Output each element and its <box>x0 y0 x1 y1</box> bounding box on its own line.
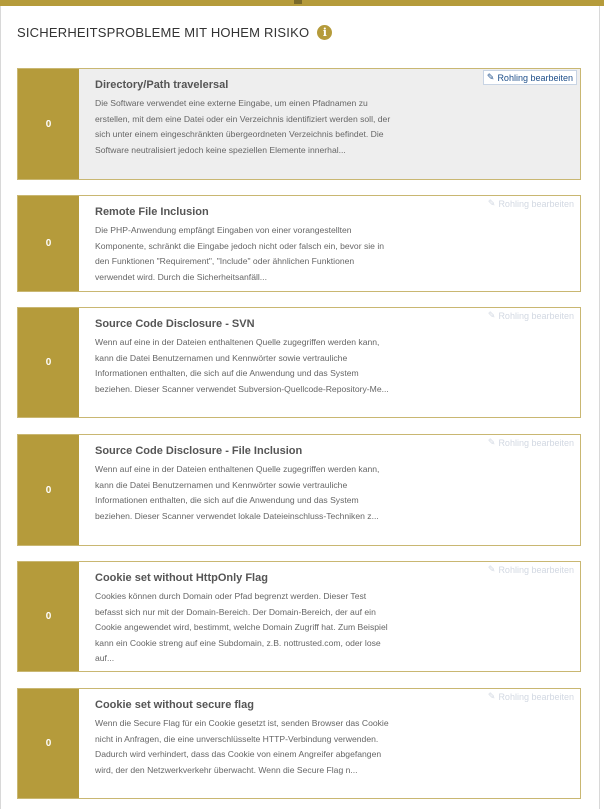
edit-template-button[interactable] <box>485 197 577 210</box>
vulnerability-title: Directory/Path travelersal <box>95 79 229 91</box>
pencil-icon: ✎ <box>487 437 496 447</box>
edit-template-label: Rohling bearbeiten <box>498 691 574 702</box>
vulnerability-title: Cookie set without HttpOnly Flag <box>95 572 268 584</box>
panel-border-right <box>599 6 600 809</box>
vulnerability-card[interactable] <box>17 68 581 180</box>
edit-template-button[interactable] <box>483 70 577 85</box>
risk-score: 0 <box>18 435 79 545</box>
edit-template-label: Rohling bearbeiten <box>497 72 573 83</box>
vulnerability-card[interactable] <box>17 688 581 799</box>
risk-score: 0 <box>18 69 79 179</box>
risk-score: 0 <box>18 196 79 291</box>
edit-template-label: Rohling bearbeiten <box>498 564 574 575</box>
vulnerability-description: Die Software verwendet eine externe Eingabe, um einen Pfadnamen zu erstellen, mit dem eine Datei oder ein Verzeichnis identifiziert werden soll, der sich unter einem eingeschränkten übergeordneten Verzeichnis befindet. Die Software neutralisiert jedoch keine speziellen Elemente innerhal... <box>95 98 391 155</box>
top-accent-bar <box>0 0 604 6</box>
vulnerability-card[interactable] <box>17 434 581 546</box>
vulnerability-title: Source Code Disclosure - File Inclusion <box>95 445 303 457</box>
panel-border-left <box>0 6 1 809</box>
vulnerability-card[interactable] <box>17 307 581 418</box>
vulnerability-description: Die PHP-Anwendung empfängt Eingaben von einer vorangestellten Komponente, schränkt die Eingabe jedoch nicht oder falsch ein, bevor sie in den Funktionen "Requirement", "Include" oder ähnlichen Funktionen verwendet wird. Durch die Sicherheitsanfäll... <box>95 225 385 282</box>
collapse-caret-icon[interactable] <box>294 0 302 4</box>
edit-template-label: Rohling bearbeiten <box>498 310 574 321</box>
section-header <box>17 23 332 41</box>
vulnerability-title: Cookie set without secure flag <box>95 699 254 711</box>
pencil-icon: ✎ <box>487 310 496 320</box>
edit-template-label: Rohling bearbeiten <box>498 198 574 209</box>
pencil-icon: ✎ <box>486 72 495 82</box>
vulnerability-description: Cookies können durch Domain oder Pfad begrenzt werden. Dieser Test befasst sich nur mit der Domain-Bereich. Der Domain-Bereich, der auf ein Cookie angewendet wird, bestimmt, welche Domain Zugriff hat. Zum Beispiel kann ein Cookie streng auf eine Subdomain, z.B. nottrusted.com, oder lose auf... <box>95 591 388 663</box>
edit-template-button[interactable] <box>485 436 577 449</box>
risk-score: 0 <box>18 562 79 671</box>
vulnerability-card[interactable] <box>17 195 581 292</box>
edit-template-button[interactable] <box>485 309 577 322</box>
info-icon[interactable]: i <box>317 25 332 40</box>
edit-template-button[interactable] <box>485 563 577 576</box>
pencil-icon: ✎ <box>487 564 496 574</box>
edit-template-label: Rohling bearbeiten <box>498 437 574 448</box>
vulnerability-description: Wenn auf eine in der Dateien enthaltenen Quelle zugegriffen werden kann, kann die Datei Benutzernamen und Kennwörter sowie vertrauliche Informationen enthalten, die sich auf die Anwendung und das System beziehen. Dieser Scanner verwendet Subversion-Quellcode-Repository-Me... <box>95 337 389 394</box>
edit-template-button[interactable] <box>485 690 577 703</box>
pencil-icon: ✎ <box>487 198 496 208</box>
vulnerability-title: Source Code Disclosure - SVN <box>95 318 255 330</box>
vulnerability-description: Wenn die Secure Flag für ein Cookie gesetzt ist, senden Browser das Cookie nicht in Anfragen, die eine unverschlüsselte HTTP-Verbindung verwenden. Dadurch wird verhindert, dass das Cookie von einem Angreifer abgefangen wird, der den Netzwerkverkehr überwacht. Wenn die Secure Flag n... <box>95 718 389 775</box>
risk-score: 0 <box>18 689 79 798</box>
pencil-icon: ✎ <box>487 691 496 701</box>
section-title: SICHERHEITSPROBLEME MIT HOHEM RISIKO <box>17 24 310 40</box>
vulnerability-description: Wenn auf eine in der Dateien enthaltenen Quelle zugegriffen werden kann, kann die Datei Benutzernamen und Kennwörter sowie vertrauliche Informationen enthalten, die sich auf die Anwendung und das System beziehen. Dieser Scanner verwendet lokale Dateieinschluss-Techniken z... <box>95 464 380 521</box>
vulnerability-title: Remote File Inclusion <box>95 206 209 218</box>
risk-score: 0 <box>18 308 79 417</box>
vulnerability-card[interactable] <box>17 561 581 672</box>
